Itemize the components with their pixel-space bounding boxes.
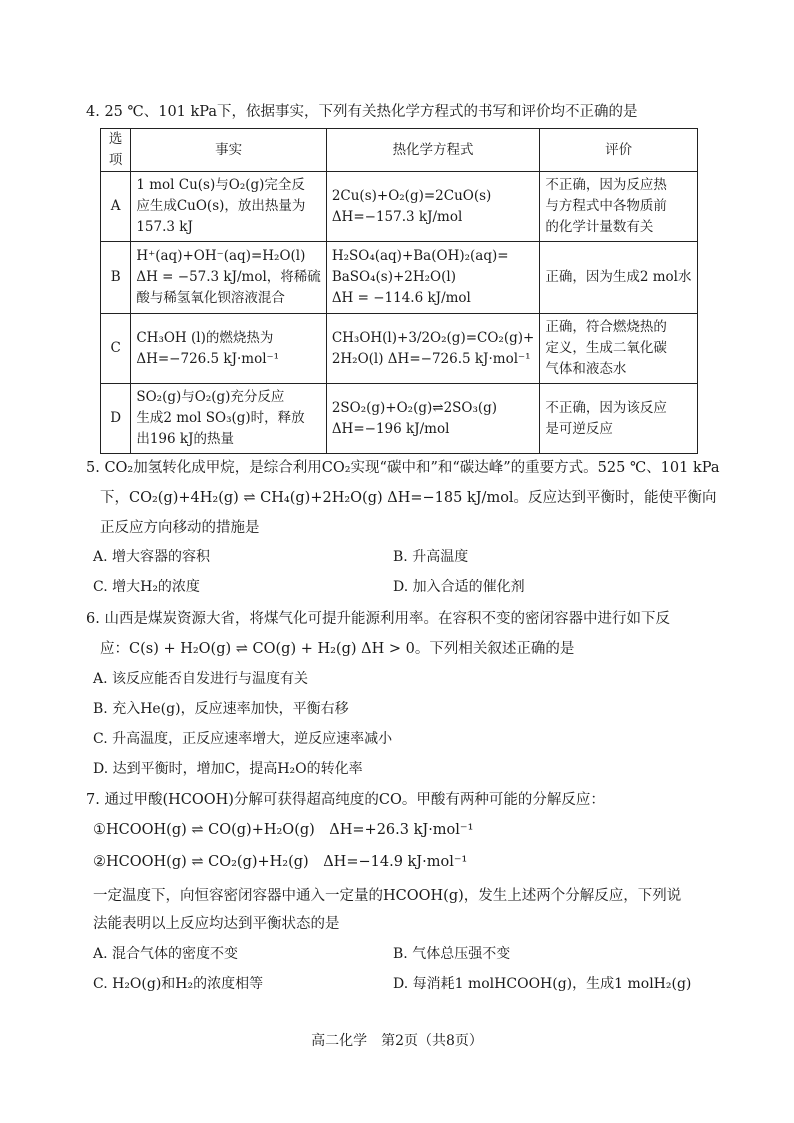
- equation-line: CH₃OH(l)+3/2O₂(g)=CO₂(g)+: [331, 329, 535, 346]
- fact-line: 1 mol Cu(s)与O₂(g)完全反: [136, 177, 305, 193]
- question-5-line: 5. CO₂加氢转化成甲烷，是综合利用CO₂实现“碳中和”和“碳达峰”的重要方式。525 ℃、101 kPa: [86, 460, 720, 476]
- question-7-line: 7. 通过甲酸(HCOOH)分解可获得超高纯度的CO。甲酸有两种可能的分解反应：: [86, 792, 605, 808]
- evaluation-line: 不正确，因为反应热: [545, 177, 667, 193]
- question-5-option-b[interactable]: B. 升高温度: [393, 549, 469, 565]
- question-6-option-b[interactable]: B. 充入He(g)，反应速率加快，平衡右移: [93, 701, 349, 717]
- fact-line: CH₃OH (l)的燃烧热为: [136, 329, 274, 346]
- row-equation: [326, 172, 540, 242]
- question-7-reaction-2: ②HCOOH(g) ⇌ CO₂(g)+H₂(g) ΔH=−14.9 kJ·mol⁻¹: [93, 854, 468, 870]
- row-equation: [326, 314, 540, 384]
- table-row: [101, 314, 698, 384]
- fact-line: ΔH=−726.5 kJ·mol⁻¹: [136, 350, 280, 367]
- header-fact: 事实: [131, 129, 326, 172]
- question-4-table: [100, 128, 698, 454]
- evaluation-line: 正确，因为生成2 mol水: [545, 269, 692, 285]
- equation-line: 2SO₂(g)+O₂(g)⇌2SO₃(g): [331, 399, 498, 416]
- row-evaluation: [540, 314, 698, 384]
- question-5-option-a[interactable]: A. 增大容器的容积: [93, 549, 211, 565]
- row-evaluation: [540, 242, 698, 314]
- evaluation-line: 的化学计量数有关: [545, 219, 654, 235]
- header-evaluation: 评价: [540, 129, 698, 172]
- fact-line: 应生成CuO(s)，放出热量为: [136, 198, 306, 214]
- table-row: [101, 172, 698, 242]
- question-7-option-c[interactable]: C. H₂O(g)和H₂的浓度相等: [93, 976, 264, 992]
- question-4-title: 4. 25 ℃、101 kPa下，依据事实，下列有关热化学方程式的书写和评价均不正确的是: [86, 104, 638, 120]
- row-fact: [131, 314, 326, 384]
- question-7-line: 一定温度下，向恒容密闭容器中通入一定量的HCOOH(g)，发生上述两个分解反应，下列说: [93, 888, 682, 904]
- fact-line: 出196 kJ的热量: [136, 431, 234, 447]
- question-6-line: 应：C(s) + H₂O(g) ⇌ CO(g) + H₂(g) ΔH > 0。下列相关叙述正确的是: [100, 641, 575, 657]
- row-option: B: [101, 242, 131, 314]
- question-6-option-a[interactable]: A. 该反应能否自发进行与温度有关: [93, 671, 309, 687]
- evaluation-line: 与方程式中各物质前: [545, 198, 667, 214]
- row-fact: [131, 242, 326, 314]
- equation-line: H₂SO₄(aq)+Ba(OH)₂(aq)=: [331, 248, 509, 264]
- equation-line: 2H₂O(l) ΔH=−726.5 kJ·mol⁻¹: [331, 350, 531, 367]
- equation-line: ΔH=−157.3 kJ/mol: [331, 208, 463, 225]
- question-6-option-c[interactable]: C. 升高温度，正反应速率增大，逆反应速率减小: [93, 731, 393, 747]
- question-6-line: 6. 山西是煤炭资源大省，将煤气化可提升能源利用率。在容积不变的密闭容器中进行如下反: [86, 611, 670, 627]
- question-5-option-c[interactable]: C. 增大H₂的浓度: [93, 579, 200, 595]
- row-fact: [131, 384, 326, 454]
- row-option: A: [101, 172, 131, 242]
- row-equation: [326, 242, 540, 314]
- row-fact: [131, 172, 326, 242]
- question-5-line: 下，CO₂(g)+4H₂(g) ⇌ CH₄(g)+2H₂O(g) ΔH=−185 kJ/mol。反应达到平衡时，能使平衡向: [100, 490, 717, 506]
- table-row: [101, 242, 698, 314]
- evaluation-line: 正确，符合燃烧热的: [545, 319, 667, 335]
- fact-line: H⁺(aq)+OH⁻(aq)=H₂O(l): [136, 248, 306, 264]
- question-7-option-a[interactable]: A. 混合气体的密度不变: [93, 946, 239, 962]
- row-evaluation: [540, 384, 698, 454]
- evaluation-line: 定义，生成二氧化碳: [545, 340, 667, 356]
- evaluation-line: 不正确，因为该反应: [545, 399, 667, 416]
- row-option: D: [101, 384, 131, 454]
- fact-line: ΔH = −57.3 kJ/mol，将稀硫: [136, 269, 321, 285]
- table-row: [101, 384, 698, 454]
- question-5-line: 正反应方向移动的措施是: [100, 520, 260, 536]
- row-option: C: [101, 314, 131, 384]
- question-7-reaction-1: ①HCOOH(g) ⇌ CO(g)+H₂O(g) ΔH=+26.3 kJ·mol⁻¹: [93, 822, 474, 838]
- question-7-option-d[interactable]: D. 每消耗1 molHCOOH(g)，生成1 molH₂(g): [393, 976, 692, 992]
- row-evaluation: [540, 172, 698, 242]
- question-7-option-b[interactable]: B. 气体总压强不变: [393, 946, 511, 962]
- equation-line: ΔH = −114.6 kJ/mol: [331, 290, 471, 306]
- evaluation-line: 气体和液态水: [545, 361, 627, 377]
- header-equation: 热化学方程式: [326, 129, 540, 172]
- fact-line: SO₂(g)与O₂(g)充分反应: [136, 389, 285, 405]
- question-6-option-d[interactable]: D. 达到平衡时，增加C，提高H₂O的转化率: [93, 761, 363, 777]
- evaluation-line: 是可逆反应: [545, 420, 613, 437]
- fact-line: 生成2 mol SO₃(g)时，释放: [136, 410, 305, 426]
- equation-line: ΔH=−196 kJ/mol: [331, 420, 450, 437]
- table-header-row: [101, 129, 698, 172]
- equation-line: BaSO₄(s)+2H₂O(l): [331, 269, 456, 285]
- fact-line: 酸与稀氢氧化钡溶液混合: [136, 290, 285, 306]
- row-equation: [326, 384, 540, 454]
- page-footer: 高二化学 第2页（共8页）: [311, 1033, 483, 1049]
- equation-line: 2Cu(s)+O₂(g)=2CuO(s): [331, 187, 492, 204]
- question-5-option-d[interactable]: D. 加入合适的催化剂: [393, 579, 525, 595]
- fact-line: 157.3 kJ: [136, 219, 193, 235]
- question-7-line: 法能表明以上反应均达到平衡状态的是: [93, 916, 340, 932]
- header-option: 选项: [101, 129, 131, 172]
